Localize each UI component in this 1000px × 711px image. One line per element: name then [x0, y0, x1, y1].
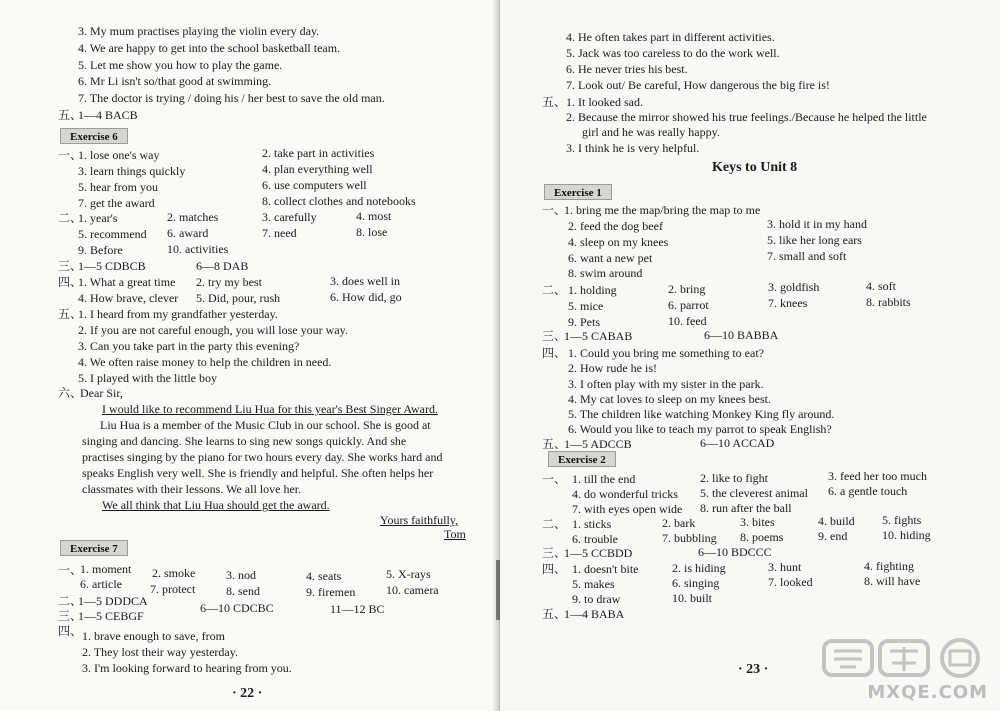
text-cell: 4. do wonderful tricks [572, 487, 678, 501]
text-cell: 7. bubbling [662, 531, 717, 545]
section-marker: 一、 [58, 563, 83, 577]
text-line: 1—4 BACB [78, 108, 138, 122]
text-cell: 6. want a new pet [568, 251, 653, 265]
text-cell: 4. How brave, clever [78, 291, 179, 305]
text-line: 5. Let me show you how to play the game. [78, 58, 283, 72]
text-cell: 7. with eyes open wide [572, 502, 683, 516]
text-line: 1. brave enough to save, from [82, 629, 225, 643]
text-cell: 5. Did, pour, rush [196, 291, 281, 305]
section-marker: 四、 [542, 562, 567, 576]
text-cell: 3. goldfish [768, 280, 820, 294]
text-cell: 1. lose one's way [78, 148, 160, 162]
text-cell: 6—10 BABBA [704, 328, 779, 342]
text-line: 1. I heard from my grandfather yesterday. [78, 307, 278, 321]
text-line: 5. The children like watching Monkey King fly around. [568, 407, 835, 421]
section-marker: 三、 [58, 609, 83, 623]
text-cell: 3. bites [740, 515, 775, 529]
section-marker: 四、 [542, 346, 567, 360]
letter-body-line: classmates with their lessons. We all love her. [82, 482, 302, 496]
exercise-badge: Exercise 7 [60, 540, 128, 556]
section-marker: 五、 [542, 607, 567, 621]
unit-title: Keys to Unit 8 [712, 160, 798, 175]
watermark-logo-icon [820, 637, 990, 679]
text-cell: 6. award [167, 226, 209, 240]
section-marker: 二、 [58, 594, 83, 608]
text-cell: 2. matches [167, 210, 219, 224]
section-marker: 二、 [542, 517, 567, 531]
text-cell: 10. activities [167, 242, 229, 256]
text-line: 1. Could you bring me something to eat? [568, 346, 764, 360]
section-marker: 三、 [542, 546, 567, 560]
text-cell: 3. feed her too much [828, 469, 927, 483]
text-cell: 10. hiding [882, 528, 931, 542]
letter-closing-line: We all think that Liu Hua should get the award. [102, 498, 330, 512]
text-cell: 5. the cleverest animal [700, 486, 808, 500]
section-marker: 二、 [58, 211, 83, 225]
text-cell: 3. nod [226, 568, 256, 582]
text-line: 3. I often play with my sister in the park. [568, 377, 764, 391]
text-cell: 6—8 DAB [196, 259, 249, 273]
text-cell: 5. fights [882, 513, 922, 527]
section-marker: 五、 [542, 437, 567, 451]
exercise-badge: Exercise 6 [60, 128, 128, 144]
text-cell: 5. makes [572, 577, 615, 591]
text-line: 2. They lost their way yesterday. [82, 645, 238, 659]
text-cell: 8. will have [864, 574, 921, 588]
text-cell: 9. firemen [306, 585, 356, 599]
exercise-badge: Exercise 1 [544, 184, 612, 200]
text-cell: 4. most [356, 209, 392, 223]
letter-body-line: practises singing by the piano for two hours every day. She works hard and [82, 450, 443, 464]
text-line: girl and he was really happy. [582, 125, 720, 139]
text-line: 4. He often takes part in different activities. [566, 30, 775, 44]
text-line: 5. Jack was too careless to do the work well. [566, 46, 780, 60]
text-cell: 6—10 ACCAD [700, 436, 775, 450]
text-cell: 4. soft [866, 279, 896, 293]
text-cell: 5. like her long ears [767, 233, 862, 247]
text-line: 3. I think he is very helpful. [566, 141, 700, 155]
text-cell: 1. moment [80, 562, 132, 576]
text-cell: 1. doesn't bite [572, 562, 639, 576]
text-cell: 7. looked [768, 575, 813, 589]
text-cell: 1—5 DDDCA [78, 594, 148, 608]
text-line: 1. bring me the map/bring the map to me [564, 203, 761, 217]
text-cell: 2. like to fight [700, 471, 768, 485]
watermark-site: MXQE.COM [867, 682, 988, 703]
text-cell: 3. hunt [768, 560, 802, 574]
text-cell: 8. run after the ball [700, 501, 792, 515]
exercise-badge: Exercise 2 [548, 451, 616, 467]
text-line: 3. Can you take part in the party this evening? [78, 339, 300, 353]
text-line: 6. Would you like to teach my parrot to speak English? [568, 422, 832, 436]
letter-salutation: Dear Sir, [80, 386, 123, 400]
text-cell: 9. to draw [572, 592, 621, 606]
section-marker: 一、 [542, 472, 567, 486]
section-marker: 五、 [58, 307, 83, 321]
text-cell: 6. use computers well [262, 178, 367, 192]
text-cell: 8. send [226, 584, 260, 598]
text-cell: 1. What a great time [78, 275, 176, 289]
letter-signoff: Yours faithfully, [380, 513, 459, 527]
page-number: · 23 · [738, 662, 769, 677]
text-cell: 1—5 CABAB [564, 329, 633, 343]
text-cell: 1—5 CCBDD [564, 546, 633, 560]
text-line: 4. We are happy to get into the school basketball team. [78, 41, 341, 55]
text-cell: 9. Before [78, 243, 123, 257]
text-cell: 4. sleep on my knees [568, 235, 669, 249]
text-cell: 2. smoke [152, 566, 196, 580]
text-cell: 9. end [818, 529, 848, 543]
text-line: 4. My cat loves to sleep on my knees best. [568, 392, 771, 406]
text-line: 2. How rude he is! [568, 361, 657, 375]
section-marker: 四、 [58, 275, 83, 289]
text-cell: 5. mice [568, 299, 604, 313]
text-cell: 2. bark [662, 516, 696, 530]
text-cell: 7. small and soft [767, 249, 847, 263]
section-marker: 四、 [58, 624, 83, 638]
text-cell: 11—12 BC [330, 602, 385, 616]
section-marker: 三、 [58, 259, 83, 273]
text-cell: 6. article [80, 577, 122, 591]
text-cell: 3. learn things quickly [78, 164, 186, 178]
text-cell: 7. knees [768, 296, 808, 310]
text-cell: 2. feed the dog beef [568, 219, 663, 233]
section-marker: 二、 [542, 283, 567, 297]
text-line: 6. Mr Li isn't so/that good at swimming. [78, 74, 272, 88]
text-cell: 1—5 ADCCB [564, 437, 632, 451]
text-line: 4. We often raise money to help the children in need. [78, 355, 332, 369]
text-cell: 6. singing [672, 576, 720, 590]
text-line: 2. If you are not careful enough, you will lose your way. [78, 323, 348, 337]
text-cell: 7. protect [150, 582, 196, 596]
text-cell: 8. poems [740, 530, 784, 544]
section-marker: 一、 [542, 203, 567, 217]
text-line: 2. Because the mirror showed his true feelings./Because he helped the little [566, 110, 927, 124]
letter-body-line: speaks English very well. She is friendly and helpful. She often helps her [82, 466, 434, 480]
text-line: 1. It looked sad. [566, 95, 643, 109]
text-cell: 7. get the award [78, 196, 155, 210]
text-cell: 1. holding [568, 283, 617, 297]
section-marker: 五、 [58, 108, 83, 122]
letter-name: Tom [444, 527, 466, 541]
text-cell: 2. take part in activities [262, 146, 375, 160]
text-cell: 1. year's [78, 211, 118, 225]
text-cell: 10. built [672, 591, 713, 605]
text-line: 3. My mum practises playing the violin every day. [78, 24, 320, 38]
text-cell: 1. sticks [572, 517, 612, 531]
text-cell: 7. need [262, 226, 297, 240]
section-marker: 五、 [542, 95, 567, 109]
text-cell: 2. is hiding [672, 561, 726, 575]
text-cell: 8. collect clothes and notebooks [262, 194, 416, 208]
text-cell: 10. camera [386, 583, 439, 597]
text-cell: 1—4 BABA [564, 607, 625, 621]
text-cell: 1—5 CDBCB [78, 259, 146, 273]
text-cell: 5. X-rays [386, 567, 431, 581]
right-page [500, 0, 1000, 711]
text-cell: 3. carefully [262, 210, 317, 224]
letter-opening: I would like to recommend Liu Hua for this year's Best Singer Award. [102, 402, 438, 416]
text-cell: 5. hear from you [78, 180, 158, 194]
text-cell: 1. till the end [572, 472, 636, 486]
text-cell: 5. recommend [78, 227, 147, 241]
section-marker: 六、 [58, 386, 83, 400]
letter-body-line: Liu Hua is a member of the Music Club in our school. She is good at [100, 418, 431, 432]
page-number: · 22 · [232, 686, 263, 701]
text-cell: 9. Pets [568, 315, 601, 329]
text-line: 6. He never tries his best. [566, 62, 688, 76]
text-cell: 6. How did, go [330, 290, 402, 304]
text-line: 3. I'm looking forward to hearing from you. [82, 661, 292, 675]
text-cell: 8. swim around [568, 266, 643, 280]
watermark [820, 637, 990, 703]
text-cell: 1—5 CEBGF [78, 609, 144, 623]
text-cell: 2. try my best [196, 275, 262, 289]
text-cell: 3. hold it in my hand [767, 217, 867, 231]
text-line: 7. The doctor is trying / doing his / her best to save the old man. [78, 91, 385, 105]
text-cell: 4. seats [306, 569, 342, 583]
letter-body-line: singing and dancing. She learns to sing new songs quickly. And she [82, 434, 407, 448]
section-marker: 一、 [58, 148, 83, 162]
text-line: 5. I played with the little boy [78, 371, 217, 385]
section-marker: 三、 [542, 329, 567, 343]
text-cell: 8. rabbits [866, 295, 911, 309]
text-cell: 4. fighting [864, 559, 914, 573]
text-cell: 6. parrot [668, 298, 709, 312]
text-cell: 6—10 BDCCC [698, 545, 772, 559]
text-cell: 2. bring [668, 282, 706, 296]
text-line: 7. Look out/ Be careful, How dangerous the big fire is! [566, 78, 830, 92]
text-cell: 4. plan everything well [262, 162, 373, 176]
text-cell: 6. trouble [572, 532, 618, 546]
text-cell: 10. feed [668, 314, 707, 328]
text-cell: 8. lose [356, 225, 388, 239]
text-cell: 6. a gentle touch [828, 484, 908, 498]
text-cell: 6—10 CDCBC [200, 601, 274, 615]
text-cell: 4. build [818, 514, 855, 528]
text-cell: 3. does well in [330, 274, 400, 288]
